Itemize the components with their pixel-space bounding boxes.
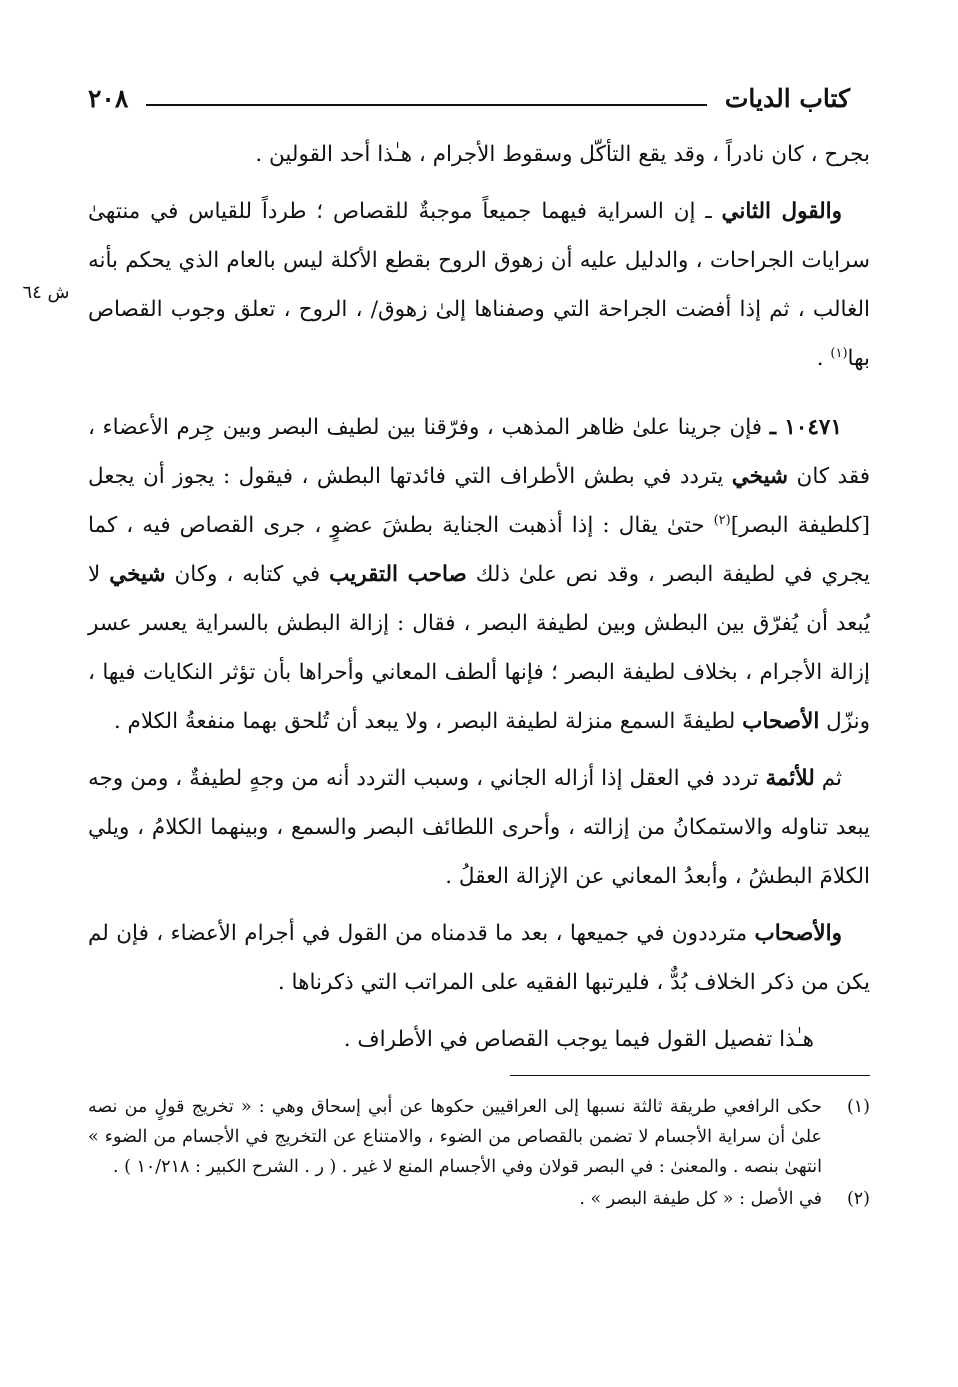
book-title: كتاب الديات xyxy=(724,83,850,113)
footnote-2-number: (٢) xyxy=(846,1189,870,1209)
ashab-term: الأصحاب xyxy=(742,709,820,734)
footnote-1-text: حكى الرافعي طريقة ثالثة نسبها إلى العراقيين حكوها عن أبي إسحاق وهي : « تخريج قولٍ من نصه علىٰ أن سراية الأجسام لا تضمن بالقصاص من الضوء ، والامتناع عن التخريج في الأجسام من الضوء » انتهىٰ بنصه . والمعنىٰ : في البصر قولان وفي الأجسام المنع لا غير . ( ر . الشرح الكبير : ١٠/٢١٨ ) . xyxy=(88,1097,822,1177)
footnote-separator xyxy=(510,1075,870,1076)
paragraph-3-part-f: لطيفةَ السمع منزلة لطيفة البصر ، ولا يبعد أن تُلحق بهما منفعةُ الكلام . xyxy=(113,709,743,734)
shaykh-term-1: شيخي xyxy=(731,464,789,489)
second-opinion-heading: والقول الثاني xyxy=(721,199,842,224)
footnote-1 xyxy=(88,1092,870,1182)
header-rule xyxy=(146,104,707,106)
paragraph-3-part-e: لا يُبعد أن يُفرّق بين البطش وبين لطيفة البصر ، فقال : إزالة البطش بالسراية يعسر عسر إزالة الأجرام ، بخلاف لطيفة البصر ؛ فإنها ألطف المعاني وأحراها بأن تؤثر النكايات فيها ، ونزّل xyxy=(88,562,870,734)
footnote-2 xyxy=(88,1184,870,1214)
footnote-1-number: (١) xyxy=(846,1097,870,1117)
aimma-term: للأئمة xyxy=(765,766,815,791)
paragraph-4-part-a: ثم xyxy=(814,766,842,791)
paragraph-4-part-b: تردد في العقل إذا أزاله الجاني ، وسبب التردد أنه من وجهٍ لطيفةٌ ، ومن وجه يبعد تناوله والاستمكانُ من إزالته ، وأحرى اللطائف البصر والسمع ، وبينهما الكلامُ ، ويلي الكلامَ البطشُ ، وأبعدُ المعاني عن الإزالة العقلُ . xyxy=(88,766,870,889)
ashab-term-2: والأصحاب xyxy=(754,921,842,946)
footnote-ref-2: (٢) xyxy=(713,512,731,528)
page-header xyxy=(88,78,850,118)
margin-note: ش ٦٤ xyxy=(22,282,70,303)
section-number: ١٠٤٧١ ـ xyxy=(769,415,842,440)
main-text xyxy=(88,130,870,1072)
paragraph-3-part-d: في كتابه ، وكان xyxy=(165,562,330,587)
page-number: ٢٠٨ xyxy=(88,83,129,113)
paragraph-3-part-b: يتردد في بطش الأطراف التي فائدتها البطش ، فيقول : يجوز أن يجعل [كلطيفة البصر] xyxy=(88,464,870,538)
paragraph-2-end: . xyxy=(816,346,831,371)
paragraph-2 xyxy=(88,187,870,383)
paragraph-5 xyxy=(88,909,870,1007)
paragraph-3-part-a: فإن جرينا علىٰ ظاهر المذهب ، وفرّقنا بين لطيف البصر وبين جِرم الأعضاء ، فقد كان xyxy=(88,415,870,489)
paragraph-6-text: هـٰذا تفصيل القول فيما يوجب القصاص في الأطراف . xyxy=(343,1027,814,1052)
footnote-ref-1: (١) xyxy=(830,345,848,361)
paragraph-3-part-c: حتىٰ يقال : إذا أذهبت الجناية بطشَ عضوٍ ، جرى القصاص فيه ، كما يجري في لطيفة البصر ، وقد نص علىٰ ذلك xyxy=(88,513,870,587)
shaykh-term-2: شيخي xyxy=(109,562,166,587)
paragraph-6 xyxy=(88,1015,870,1064)
paragraph-3 xyxy=(88,403,870,746)
paragraph-2-text: ـ إن السراية فيهما جميعاً موجبةٌ للقصاص ؛ طرداً للقياس في منتهىٰ سرايات الجراحات ، والدليل عليه أن زهوق الروح بقطع الأكلة ليس بالعام الذي يحكم بأنه الغالب ، ثم إذا أفضت الجراحة التي وصفناها إلىٰ زهوق/ ، الروح ، تعلق وجوب القصاص بها xyxy=(88,199,870,371)
footnote-2-text: في الأصل : « كل طيفة البصر » . xyxy=(579,1189,822,1209)
paragraph-1-text: بجرح ، كان نادراً ، وقد يقع التأكّل وسقوط الأجرام ، هـٰذا أحد القولين . xyxy=(255,142,870,167)
paragraph-4 xyxy=(88,754,870,901)
paragraph-5-text: مترددون في جميعها ، بعد ما قدمناه من القول في أجرام الأعضاء ، فإن لم يكن من ذكر الخلاف بُدٌّ ، فليرتبها الفقيه على المراتب التي ذكرناها . xyxy=(88,921,870,995)
taqrib-term: صاحب التقريب xyxy=(329,562,467,587)
footnotes xyxy=(88,1092,870,1216)
paragraph-1 xyxy=(88,130,870,179)
